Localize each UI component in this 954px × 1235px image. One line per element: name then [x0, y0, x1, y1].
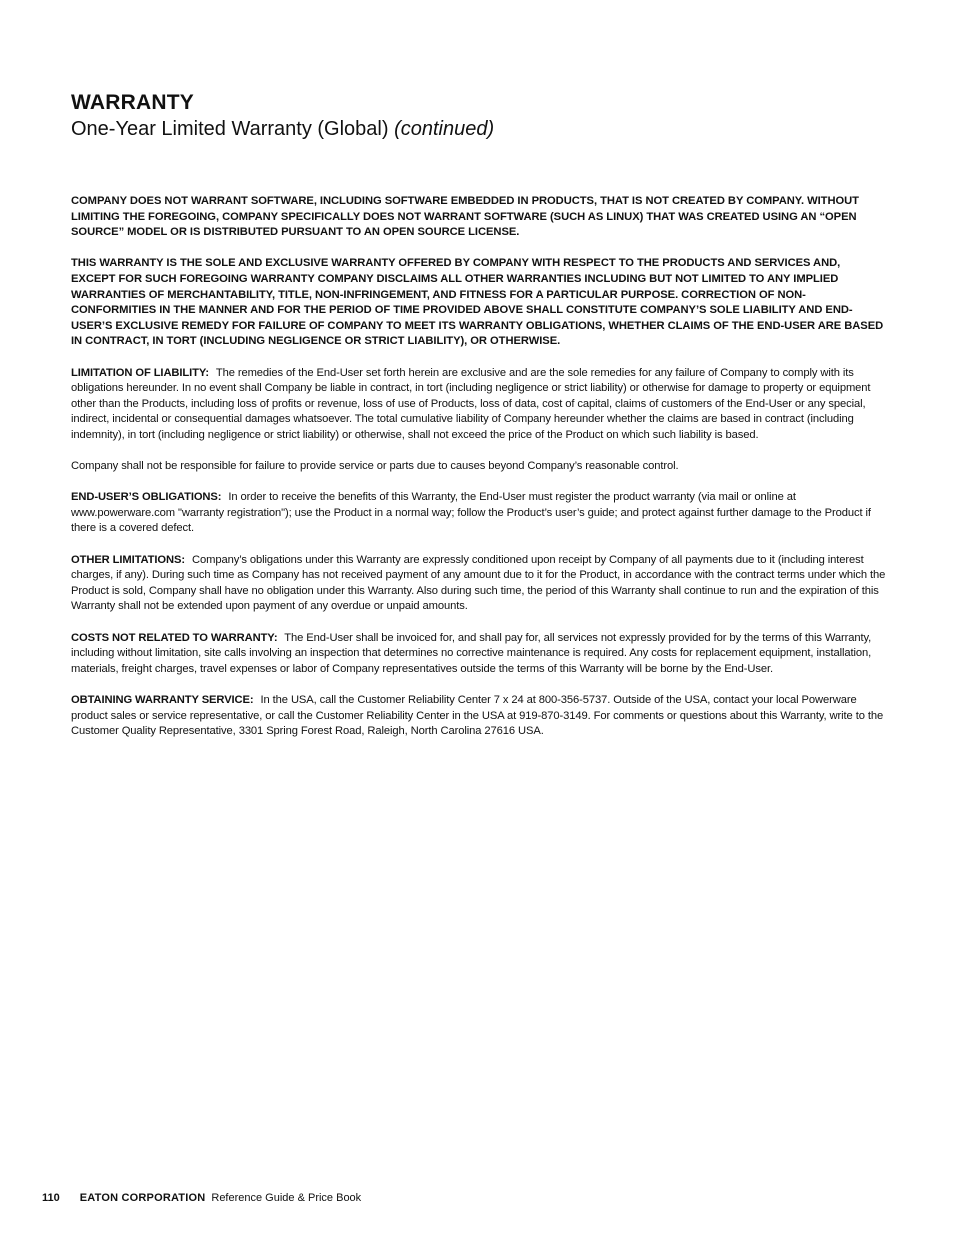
footer-book-title: Reference Guide & Price Book [211, 1192, 362, 1204]
obtaining-warranty-service [71, 693, 886, 740]
limitation-of-liability-text: The remedies of the End-User set forth herein are exclusive and are the sole remedies for any failure of Company to comply with its obligations hereunder. In no event shall Company be liable in contract, in tort (including negligence or strict liability) or otherwise for damage to property or equipment other than the Products, including loss of profits or revenue, loss of use of Products, loss of data, cost of capital, claims of customers of the End-User or any special, indirect, incidental or consequential damages whatsoever. The total cumulative liability of Company hereunder whether the claims are based in contract (including indemnity), in tort (including negligence or strict liability) or otherwise, shall not exceed the price of the Product on which such liability is based. [71, 366, 871, 441]
other-limitations-text: Company’s obligations under this Warranty are expressly conditioned upon receipt by Company of all payments due to it (including interest charges, if any). During such time as Company has not received payment of any amount due to it for the Product, in accordance with the contract terms under which the Product is sold, Company shall have no obligation under this Warranty. Also during such time, the period of this Warranty shall continue to run and the expiration of this Warranty shall not be extended upon payment of any overdue or unpaid amounts. [71, 553, 886, 613]
page-subtitle [71, 116, 886, 142]
warranty-body [71, 194, 886, 740]
footer-company: EATON CORPORATION [79, 1192, 206, 1204]
end-user-obligations-text: In order to receive the benefits of this Warranty, the End-User must register the product warranty (via mail or online at www.powerware.com "warranty registration"); use the Product in a normal way; follow the Product’s user’s guide; and protect against further damage to the Product if there is a covered defect. [71, 491, 871, 535]
page-number: 110 [42, 1192, 60, 1204]
other-limitations-heading: OTHER LIMITATIONS: [71, 553, 185, 566]
obtaining-warranty-service-heading: OBTAINING WARRANTY SERVICE: [71, 694, 254, 706]
exclusive-warranty-disclaimer: THIS WARRANTY IS THE SOLE AND EXCLUSIVE WARRANTY OFFERED BY COMPANY WITH RESPECT TO THE PRODUCTS AND SERVICES AND, EXCEPT FOR SUCH FOREGOING WARRANTY COMPANY DISCLAIMS ALL OTHER WARRANTIES INCLUDING BUT NOT LIMITED TO ANY IMPLIED WARRANTIES OF MERCHANTABILITY, TITLE, NON-INFRINGEMENT, AND FITNESS FOR A PARTICULAR PURPOSE. CORRECTION OF NON-CONFORMITIES IN THE MANNER AND FOR THE PERIOD OF TIME PROVIDED ABOVE SHALL CONSTITUTE COMPANY’S SOLE LIABILITY AND END-USER’S EXCLUSIVE REMEDY FOR FAILURE OF COMPANY TO MEET ITS WARRANTY OBLIGATIONS, WHETHER CLAIMS OF THE END-USER ARE BASED IN CONTRACT, IN TORT (INCLUDING NEGLIGENCE OR STRICT LIABILITY), OR OTHERWISE. [71, 257, 884, 348]
other-limitations [71, 553, 886, 615]
costs-not-related-heading: COSTS NOT RELATED TO WARRANTY: [71, 631, 278, 644]
limitation-of-liability-heading: LIMITATION OF LIABILITY: [71, 366, 210, 379]
software-disclaimer: COMPANY DOES NOT WARRANT SOFTWARE, INCLUDING SOFTWARE EMBEDDED IN PRODUCTS, THAT IS NOT CREATED BY COMPANY. WITHOUT LIMITING THE FOREGOING, COMPANY SPECIFICALLY DOES NOT WARRANT SOFTWARE (SUCH AS LINUX) THAT WAS CREATED USING AN “OPEN SOURCE” MODEL OR IS DISTRIBUTED PURSUANT TO AN OPEN SOURCE LICENSE. [71, 195, 859, 239]
subtitle-text: One-Year Limited Warranty (Global) [71, 118, 395, 140]
end-user-obligations-heading: END-USER’S OBLIGATIONS: [71, 491, 222, 504]
limitation-of-liability [71, 366, 886, 444]
subtitle-continued: (continued) [394, 118, 495, 140]
page-content [71, 90, 886, 755]
page-title: WARRANTY [71, 91, 194, 114]
reasonable-control-clause: Company shall not be responsible for failure to provide service or parts due to causes beyond Company’s reasonable control. [71, 460, 679, 473]
costs-not-related-text: The End-User shall be invoiced for, and shall pay for, all services not expressly provided for by the terms of this Warranty, including without limitation, site calls involving an inspection that determines no corrective maintenance is required. Any costs for replacement equipment, installation, materials, freight charges, travel expenses or labor of Company representatives outside the terms of this Warranty will be borne by the End-User. [71, 631, 872, 675]
costs-not-related [71, 631, 886, 678]
obtaining-warranty-service-text: In the USA, call the Customer Reliability Center 7 x 24 at 800-356-5737. Outside of the USA, contact your local Powerware product sales or service representative, or call the Customer Reliability Center in the USA at 919-870-3149. For comments or questions about this Warranty, write to the Customer Quality Representative, 3301 Spring Forest Road, Raleigh, North Carolina 27616 USA. [71, 694, 884, 738]
page-footer [42, 1191, 361, 1205]
end-user-obligations [71, 490, 886, 537]
